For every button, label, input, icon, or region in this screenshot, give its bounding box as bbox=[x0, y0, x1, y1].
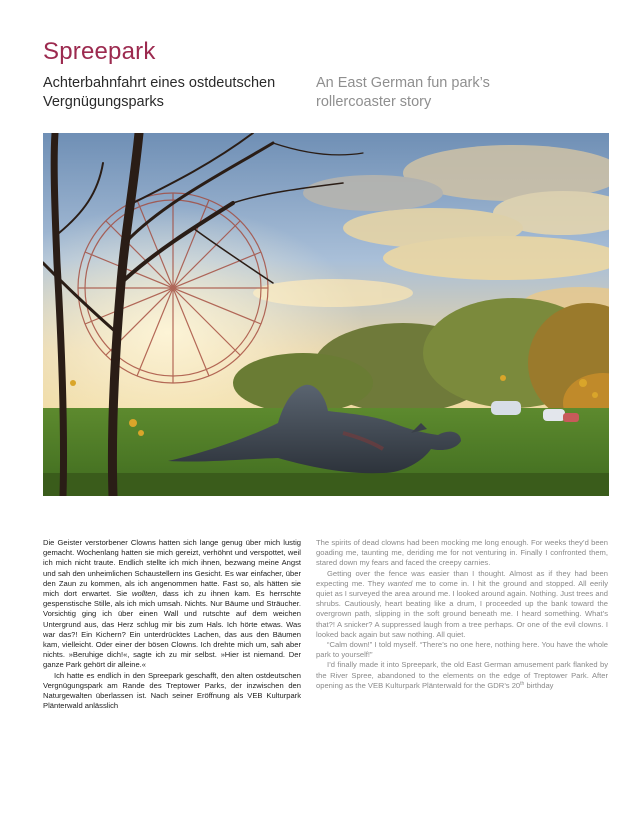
german-text-column bbox=[43, 538, 301, 711]
page-title: Spreepark bbox=[43, 38, 156, 65]
german-paragraph-1: Die Geister verstorbener Clowns hatten sich lange genug über mich lustig gemacht. Wochenlang hatten sie mich gereizt, verhöhnt und verspottet, weil ich mich nicht traute. Endlich stellte ich mich ihnen, bezwang meine Angst und sah den unheimlichen Schaustellern ins Gesicht. Es war einfacher, über den Zaun zu kommen, als ich angenommen hatte. Fast so, als hätten sie mich dort erwartet. Sie wollten, dass ich zu ihnen kam. Es herrschte gespenstische Stille, als ich mich umsah. Nichts. Nur Bäume und Sträucher. Vorsichtig ging ich über einen Wall und rutschte auf dem weichen Untergrund aus, das Herz schlug mir bis zum Hals. Ich hörte etwas. Was war das?! Ein Kichern? Ein unterdrücktes Lachen, das aus den Bäumen kam, vielleicht. Oder einer der bösen Clowns. Ich drehte mich um, sah aber nichts. »Beruhige dich!«, sagte ich zu mir selbst. »Hier ist niemand. Der ganze Park gehört dir alleine.« bbox=[43, 538, 301, 670]
german-paragraph-2: Ich hatte es endlich in den Spreepark geschafft, den alten ostdeutschen Vergnügungspark am Rande des Treptower Parks, der inzwischen den Naturgewalten überlassen ist. Nach seiner Eröffnung als VEB Kulturpark Plänterwald anlässlich bbox=[43, 670, 301, 711]
english-paragraph-1: The spirits of dead clowns had been mocking me long enough. For weeks they’d been goading me, taunting me, deriding me for not venturing in. Finally I confronted them, stared down my fears and faced the creepy carnies. bbox=[316, 538, 608, 568]
ferris-wheel bbox=[78, 193, 268, 383]
english-paragraph-2: Getting over the fence was easier than I thought. Almost as if they had been expecting me. They wanted me to come in. I hit the ground and stopped. All eerily quiet as I surveyed the area around me. I looked around again. Nothing. Just trees and shrubs. Cautiously, heart beating like a drum, I proceeded up the bank toward the overgrown path, slipping in the soft ground beneath me. I heard something. What’s that?! A snicker? A suppressed laugh from a tree perhaps. Or one of the evil clowns. I looked back again but saw nothing. All quiet. bbox=[316, 568, 608, 639]
spreepark-photo bbox=[43, 133, 609, 496]
english-text-column bbox=[316, 538, 608, 691]
english-paragraph-4: I’d finally made it into Spreepark, the old East German amusement park flanked by the River Spree, abandoned to the elements on the edge of Treptower Park. After opening as the VEB Kulturpark Plänterwald for the GDR’s 20th birthday bbox=[316, 660, 608, 690]
english-paragraph-3: “Calm down!” I told myself. “There’s no one here, nothing here. You have the whole park to yourself!” bbox=[316, 640, 608, 660]
subtitle-german: Achterbahnfahrt eines ostdeutschen Vergnügungsparks bbox=[43, 75, 276, 110]
subtitle-english: An East German fun park’s rollercoaster story bbox=[316, 75, 490, 110]
